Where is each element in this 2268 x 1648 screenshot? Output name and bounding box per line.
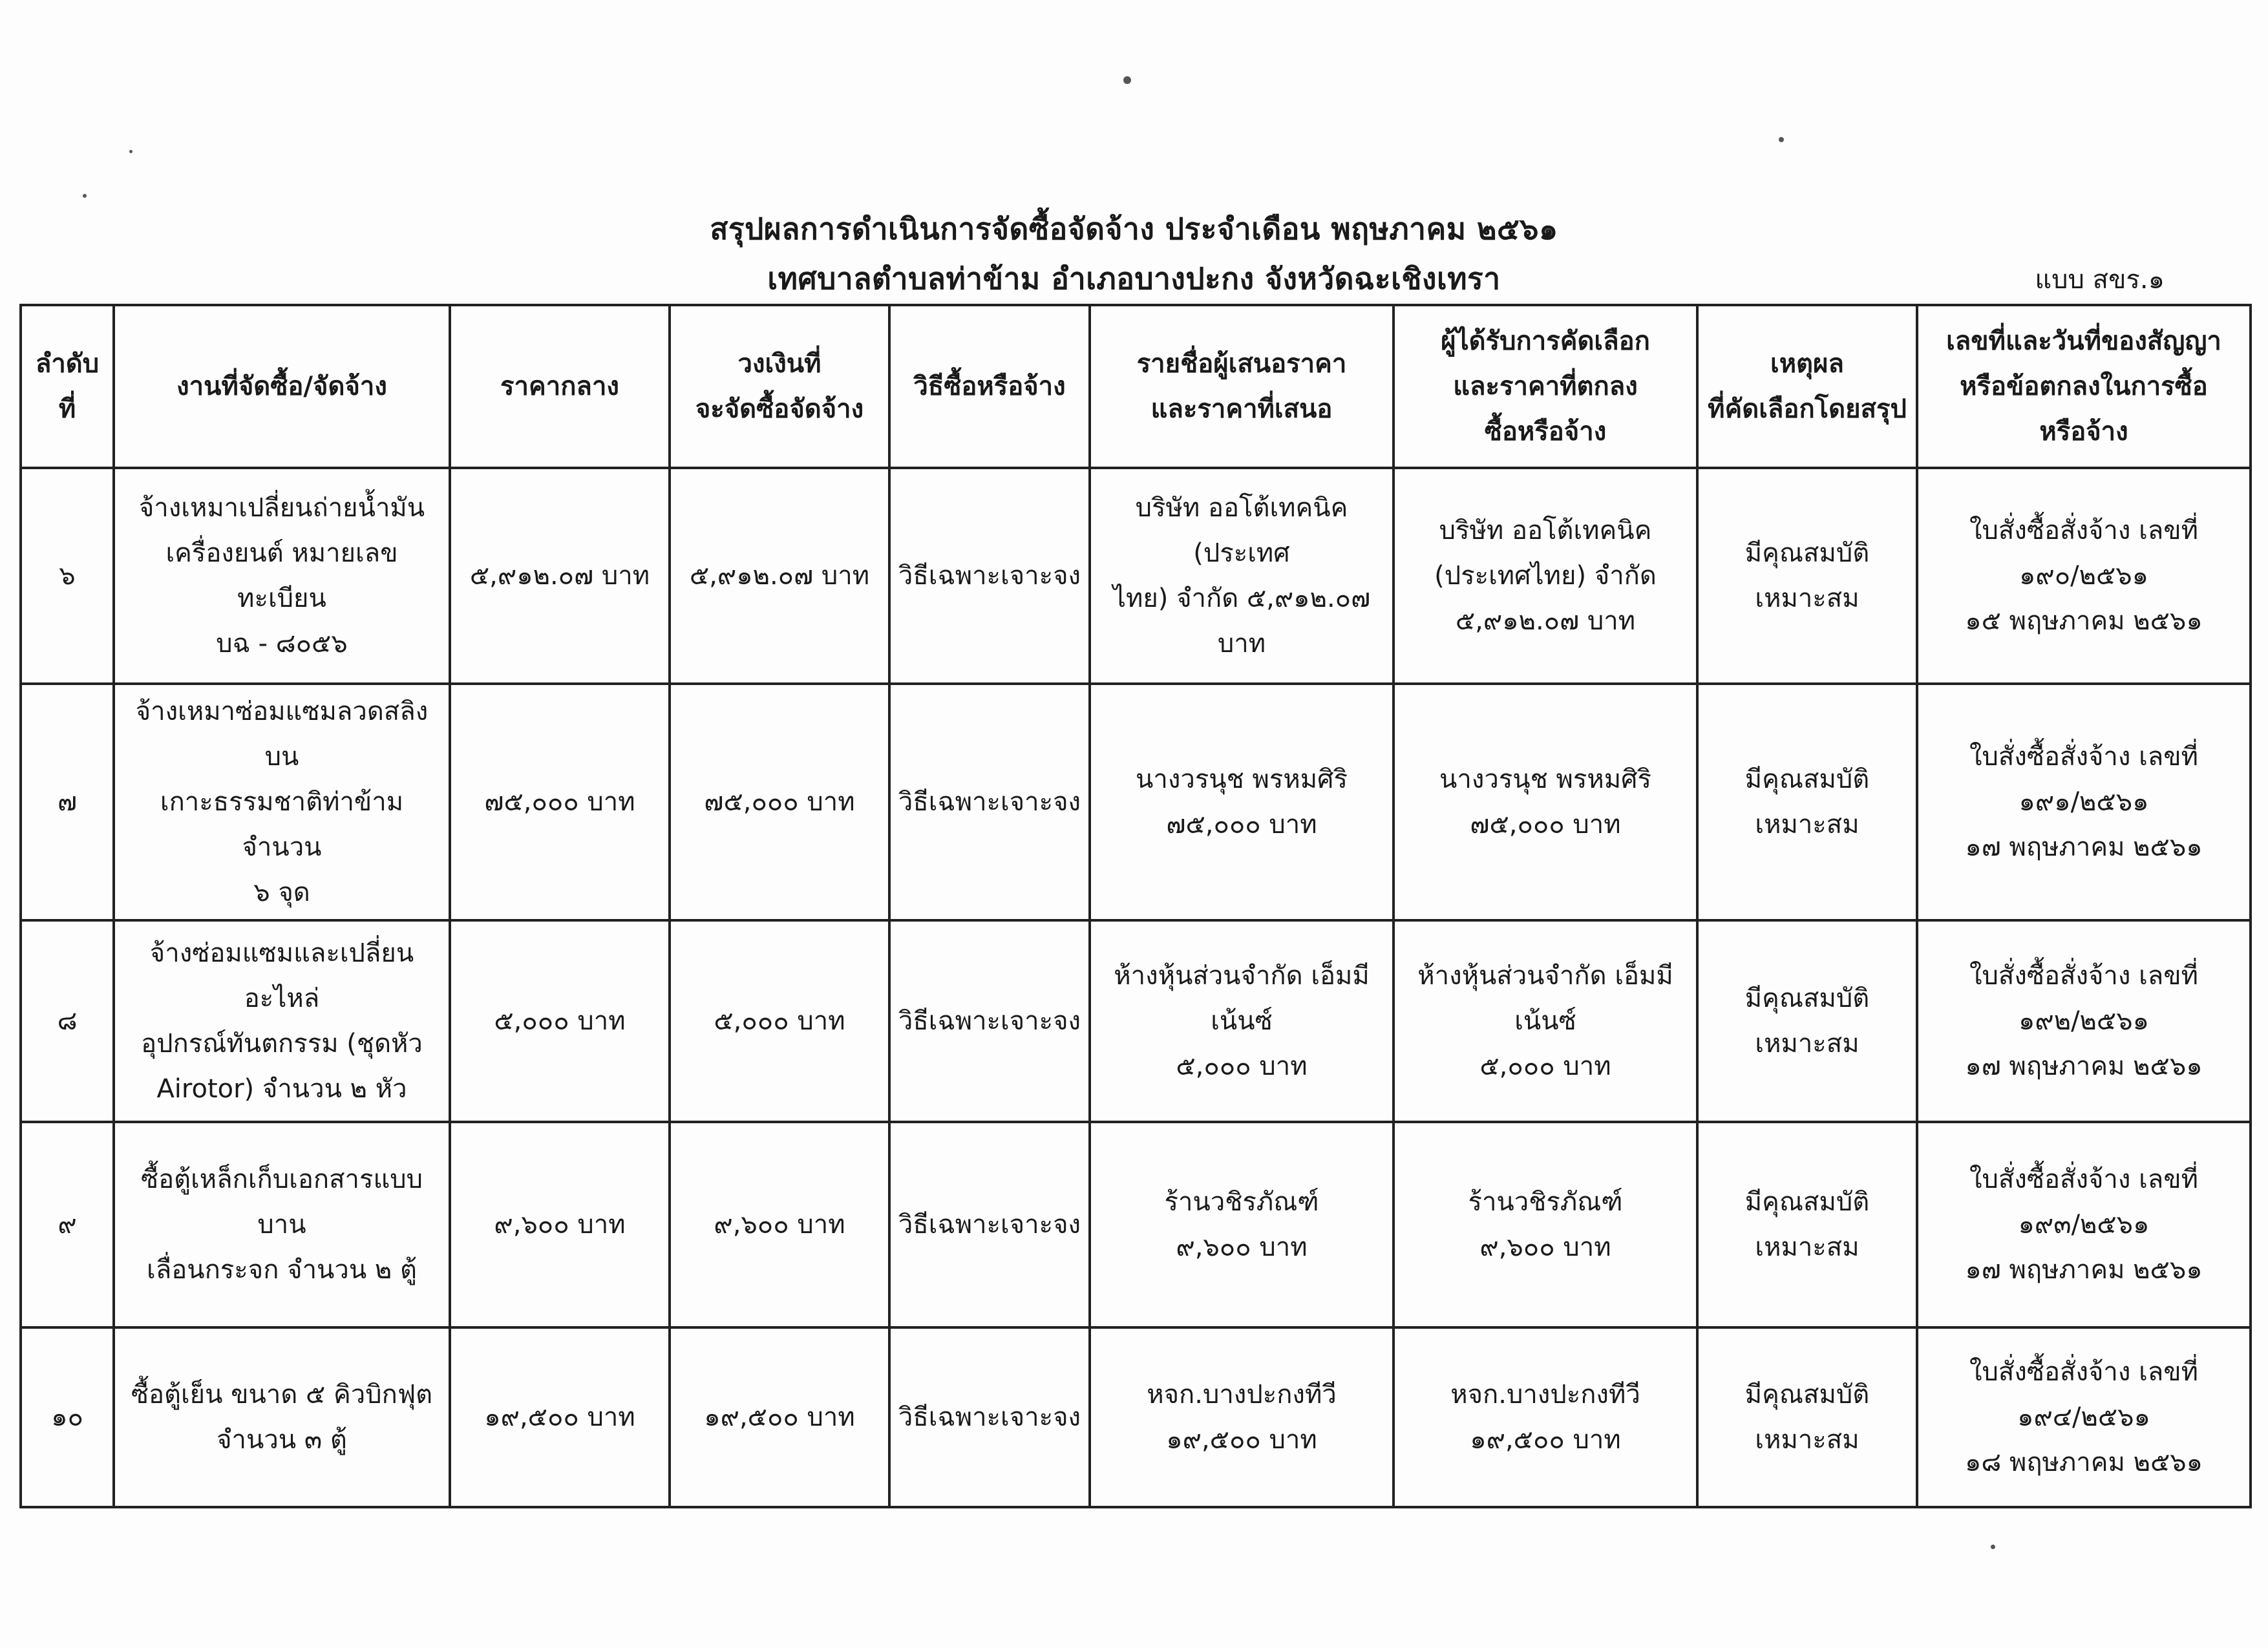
col-header-item: งานที่จัดซื้อ/จัดจ้าง [114, 305, 450, 468]
cell-selected: หจก.บางปะกงทีวี ๑๙,๕๐๐ บาท [1394, 1327, 1697, 1507]
cell-selected: นางวรนุช พรหมศิริ ๗๕,๐๐๐ บาท [1394, 684, 1697, 920]
cell-budget: ๕,๐๐๐ บาท [670, 920, 889, 1122]
cell-no: ๗ [21, 684, 114, 920]
cell-selected: บริษัท ออโต้เทคนิค (ประเทศไทย) จำกัด ๕,๙๑๒.๐๗ บาท [1394, 468, 1697, 684]
scan-speck [1779, 137, 1784, 142]
scan-speck [83, 194, 87, 198]
col-header-method: วิธีซื้อหรือจ้าง [889, 305, 1090, 468]
col-header-bidders: รายชื่อผู้เสนอราคา และราคาที่เสนอ [1090, 305, 1394, 468]
cell-contract: ใบสั่งซื้อสั่งจ้าง เลขที่ ๑๙๒/๒๕๖๑ ๑๗ พฤษภาคม ๒๕๖๑ [1917, 920, 2251, 1122]
procurement-table [19, 304, 2252, 1508]
cell-method: วิธีเฉพาะเจาะจง [889, 684, 1090, 920]
col-header-no: ลำดับที่ [21, 305, 114, 468]
cell-item: จ้างเหมาเปลี่ยนถ่ายน้ำมัน เครื่องยนต์ หมายเลขทะเบียน บฉ - ๘๐๕๖ [114, 468, 450, 684]
scan-speck [1991, 1545, 1995, 1549]
cell-selected: ร้านวชิรภัณฑ์ ๙,๖๐๐ บาท [1394, 1122, 1697, 1327]
scan-speck [1123, 76, 1131, 84]
table-row [21, 920, 2251, 1122]
cell-reason: มีคุณสมบัติ เหมาะสม [1697, 1122, 1917, 1327]
cell-method: วิธีเฉพาะเจาะจง [889, 1327, 1090, 1507]
table-row [21, 468, 2251, 684]
document-subtitle: เทศบาลตำบลท่าข้าม อำเภอบางปะกง จังหวัดฉะเชิงเทรา [767, 261, 1501, 296]
cell-contract: ใบสั่งซื้อสั่งจ้าง เลขที่ ๑๙๓/๒๕๖๑ ๑๗ พฤษภาคม ๒๕๖๑ [1917, 1122, 2251, 1327]
cell-bidders: บริษัท ออโต้เทคนิค (ประเทศ ไทย) จำกัด ๕,๙๑๒.๐๗ บาท [1090, 468, 1394, 684]
cell-bidders: นางวรนุช พรหมศิริ ๗๕,๐๐๐ บาท [1090, 684, 1394, 920]
cell-method: วิธีเฉพาะเจาะจง [889, 1122, 1090, 1327]
col-header-reason: เหตุผล ที่คัดเลือกโดยสรุป [1697, 305, 1917, 468]
form-code: แบบ สขร.๑ [2035, 265, 2165, 295]
cell-method: วิธีเฉพาะเจาะจง [889, 468, 1090, 684]
cell-item: จ้างเหมาซ่อมแซมลวดสลิง บน เกาะธรรมชาติท่าข้าม จำนวน ๖ จุด [114, 684, 450, 920]
scan-speck [129, 150, 132, 153]
cell-budget: ๗๕,๐๐๐ บาท [670, 684, 889, 920]
cell-no: ๙ [21, 1122, 114, 1327]
col-header-median-price: ราคากลาง [450, 305, 670, 468]
cell-budget: ๑๙,๕๐๐ บาท [670, 1327, 889, 1507]
cell-median-price: ๕,๙๑๒.๐๗ บาท [450, 468, 670, 684]
cell-no: ๑๐ [21, 1327, 114, 1507]
cell-reason: มีคุณสมบัติ เหมาะสม [1697, 684, 1917, 920]
cell-budget: ๙,๖๐๐ บาท [670, 1122, 889, 1327]
cell-median-price: ๗๕,๐๐๐ บาท [450, 684, 670, 920]
cell-item: ซื้อตู้เหล็กเก็บเอกสารแบบบาน เลื่อนกระจก จำนวน ๒ ตู้ [114, 1122, 450, 1327]
table-row [21, 1122, 2251, 1327]
document-title: สรุปผลการดำเนินการจัดซื้อจัดจ้าง ประจำเดือน พฤษภาคม ๒๕๖๑ [710, 211, 1558, 246]
col-header-selected: ผู้ได้รับการคัดเลือก และราคาที่ตกลง ซื้อหรือจ้าง [1394, 305, 1697, 468]
table-row [21, 1327, 2251, 1507]
col-header-budget: วงเงินที่ จะจัดซื้อจัดจ้าง [670, 305, 889, 468]
cell-median-price: ๑๙,๕๐๐ บาท [450, 1327, 670, 1507]
col-header-contract: เลขที่และวันที่ของสัญญา หรือข้อตกลงในการซื้อ หรือจ้าง [1917, 305, 2251, 468]
cell-contract: ใบสั่งซื้อสั่งจ้าง เลขที่ ๑๙๔/๒๕๖๑ ๑๘ พฤษภาคม ๒๕๖๑ [1917, 1327, 2251, 1507]
cell-no: ๖ [21, 468, 114, 684]
cell-bidders: ห้างหุ้นส่วนจำกัด เอ็มมีเน้นซ์ ๕,๐๐๐ บาท [1090, 920, 1394, 1122]
cell-contract: ใบสั่งซื้อสั่งจ้าง เลขที่ ๑๙๐/๒๕๖๑ ๑๕ พฤษภาคม ๒๕๖๑ [1917, 468, 2251, 684]
cell-median-price: ๙,๖๐๐ บาท [450, 1122, 670, 1327]
cell-contract: ใบสั่งซื้อสั่งจ้าง เลขที่ ๑๙๑/๒๕๖๑ ๑๗ พฤษภาคม ๒๕๖๑ [1917, 684, 2251, 920]
cell-budget: ๕,๙๑๒.๐๗ บาท [670, 468, 889, 684]
cell-reason: มีคุณสมบัติ เหมาะสม [1697, 920, 1917, 1122]
table-row [21, 684, 2251, 920]
cell-median-price: ๕,๐๐๐ บาท [450, 920, 670, 1122]
cell-bidders: หจก.บางปะกงทีวี ๑๙,๕๐๐ บาท [1090, 1327, 1394, 1507]
cell-selected: ห้างหุ้นส่วนจำกัด เอ็มมีเน้นซ์ ๕,๐๐๐ บาท [1394, 920, 1697, 1122]
cell-reason: มีคุณสมบัติ เหมาะสม [1697, 468, 1917, 684]
cell-method: วิธีเฉพาะเจาะจง [889, 920, 1090, 1122]
cell-item: ซื้อตู้เย็น ขนาด ๕ คิวบิกฟุต จำนวน ๓ ตู้ [114, 1327, 450, 1507]
cell-bidders: ร้านวชิรภัณฑ์ ๙,๖๐๐ บาท [1090, 1122, 1394, 1327]
cell-no: ๘ [21, 920, 114, 1122]
cell-item: จ้างซ่อมแซมและเปลี่ยนอะไหล่ อุปกรณ์ทันตกรรม (ชุดหัว Airotor) จำนวน ๒ หัว [114, 920, 450, 1122]
cell-reason: มีคุณสมบัติ เหมาะสม [1697, 1327, 1917, 1507]
table-header-row [21, 305, 2251, 468]
